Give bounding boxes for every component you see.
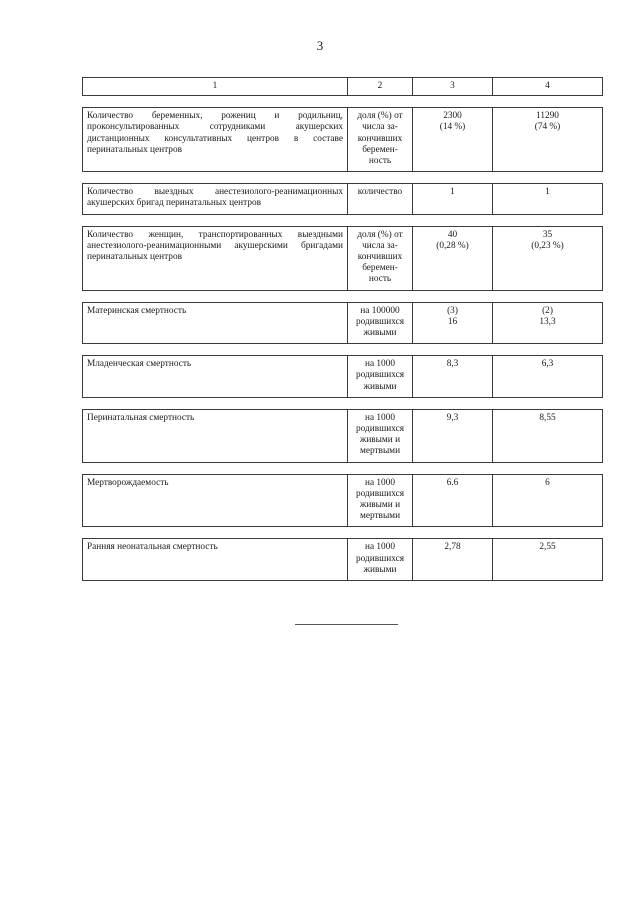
- indicator-cell: Ранняя неонатальная смертность: [83, 539, 348, 581]
- table-row: [83, 226, 603, 290]
- value-col4-cell-line: (2): [542, 305, 553, 316]
- unit-cell-line: числа за-: [362, 240, 398, 251]
- indicator-cell: Количество выездных анестезиолого-реанимационных акушерских бригад перинатальных центров: [83, 184, 348, 214]
- header-row: [83, 78, 603, 96]
- value-col3-cell-line: 1: [450, 187, 455, 198]
- row-spacer: [83, 397, 603, 409]
- value-col3-cell: [413, 356, 493, 398]
- page-number: 3: [316, 38, 324, 53]
- unit-cell-line: живыми: [363, 381, 397, 392]
- table-row: [83, 356, 603, 398]
- unit-cell: [348, 539, 413, 581]
- unit-cell-line: родившихся: [355, 316, 405, 327]
- indicator-cell: Перинатальная смертность: [83, 409, 348, 462]
- unit-cell-line: живыми и: [359, 500, 401, 511]
- header-col-1: 1: [83, 78, 348, 96]
- value-col4-cell: [493, 226, 603, 290]
- unit-cell-line: кончивших: [357, 133, 403, 144]
- value-col4-cell-line: 6,3: [541, 359, 554, 370]
- header-col-3: 3: [413, 78, 493, 96]
- spacer-cell: [413, 172, 493, 184]
- unit-cell: [348, 184, 413, 214]
- spacer-cell: [493, 397, 603, 409]
- value-col4-cell: [493, 474, 603, 527]
- spacer-cell: [413, 397, 493, 409]
- unit-cell-line: доля (%) от: [357, 229, 403, 240]
- value-col3-cell-line: 40: [447, 229, 458, 240]
- unit-cell-line: ность: [368, 274, 392, 285]
- row-spacer: [83, 462, 603, 474]
- value-col3-cell-line: 9,3: [446, 412, 459, 423]
- indicator-cell: Материнская смертность: [83, 302, 348, 344]
- unit-cell-line: доля (%) от: [357, 111, 403, 122]
- value-col4-cell-line: 6: [545, 477, 550, 488]
- value-col4-cell: [493, 184, 603, 214]
- indicators-table: [82, 77, 603, 581]
- unit-cell: [348, 108, 413, 172]
- spacer-cell: [83, 214, 348, 226]
- row-spacer: [83, 344, 603, 356]
- spacer-cell: [83, 397, 348, 409]
- unit-cell-line: мертвыми: [359, 446, 401, 457]
- spacer-cell: [413, 290, 493, 302]
- value-col4-cell: [493, 302, 603, 344]
- spacer-cell: [348, 527, 413, 539]
- indicator-cell: Мертворождаемость: [83, 474, 348, 527]
- unit-cell-line: кончивших: [357, 252, 403, 263]
- value-col3-cell-line: 2,78: [444, 542, 461, 553]
- value-col4-cell-line: 2,55: [539, 542, 556, 553]
- value-col4-cell-line: 11290: [536, 111, 559, 122]
- spacer-cell: [493, 214, 603, 226]
- unit-cell-line: мертвыми: [359, 511, 401, 522]
- spacer-cell: [348, 344, 413, 356]
- value-col4-cell: [493, 539, 603, 581]
- value-col4-cell-line: 1: [545, 187, 550, 198]
- unit-cell-line: на 1000: [364, 542, 396, 553]
- value-col4-cell-line: (0,23 %): [531, 240, 564, 251]
- spacer-cell: [413, 96, 493, 108]
- table-row: [83, 539, 603, 581]
- table-row: [83, 184, 603, 214]
- value-col3-cell: [413, 184, 493, 214]
- spacer-cell: [348, 214, 413, 226]
- table-row: [83, 108, 603, 172]
- value-col4-cell: [493, 108, 603, 172]
- value-col3-cell-line: 8,3: [446, 359, 459, 370]
- spacer-cell: [493, 527, 603, 539]
- unit-cell-line: живыми: [363, 564, 397, 575]
- value-col3-cell: [413, 226, 493, 290]
- value-col4-cell-line: 13,3: [539, 316, 556, 327]
- unit-cell-line: на 1000: [364, 477, 396, 488]
- spacer-cell: [493, 172, 603, 184]
- spacer-cell: [493, 462, 603, 474]
- unit-cell: [348, 474, 413, 527]
- value-col4-cell-line: 35: [542, 229, 553, 240]
- spacer-cell: [413, 527, 493, 539]
- unit-cell-line: количество: [357, 187, 403, 198]
- unit-cell-line: живыми и: [359, 435, 401, 446]
- table-header: [83, 78, 603, 96]
- value-col4-cell: [493, 409, 603, 462]
- header-col-4: 4: [493, 78, 603, 96]
- table-row: [83, 474, 603, 527]
- spacer-cell: [413, 214, 493, 226]
- row-spacer: [83, 527, 603, 539]
- value-col3-cell-line: (3): [447, 305, 458, 316]
- spacer-cell: [83, 172, 348, 184]
- spacer-cell: [413, 462, 493, 474]
- spacer-cell: [83, 290, 348, 302]
- spacer-cell: [493, 96, 603, 108]
- unit-cell-line: на 1000: [364, 412, 396, 423]
- spacer-cell: [348, 96, 413, 108]
- spacer-cell: [493, 344, 603, 356]
- value-col3-cell: [413, 302, 493, 344]
- spacer-cell: [83, 344, 348, 356]
- unit-cell-line: на 1000: [364, 359, 396, 370]
- unit-cell: [348, 302, 413, 344]
- spacer-cell: [83, 96, 348, 108]
- row-spacer: [83, 172, 603, 184]
- value-col3-cell-line: 16: [447, 316, 458, 327]
- row-spacer: [83, 214, 603, 226]
- unit-cell-line: родившихся: [355, 370, 405, 381]
- unit-cell-line: родившихся: [355, 424, 405, 435]
- unit-cell-line: ность: [368, 156, 392, 167]
- indicator-cell: Младенческая смертность: [83, 356, 348, 398]
- spacer-cell: [493, 290, 603, 302]
- unit-cell-line: числа за-: [362, 122, 398, 133]
- value-col3-cell-line: (0,28 %): [436, 240, 469, 251]
- unit-cell: [348, 226, 413, 290]
- table-body: [83, 96, 603, 581]
- value-col3-cell-line: 2300: [443, 111, 462, 122]
- row-spacer: [83, 290, 603, 302]
- value-col3-cell: [413, 474, 493, 527]
- value-col4-cell-line: 8,55: [539, 412, 556, 423]
- unit-cell-line: живыми: [363, 328, 397, 339]
- spacer-cell: [348, 290, 413, 302]
- spacer-cell: [413, 344, 493, 356]
- unit-cell-line: беремен-: [362, 144, 398, 155]
- table-row: [83, 409, 603, 462]
- value-col3-cell-line: (14 %): [439, 122, 466, 133]
- value-col3-cell: [413, 539, 493, 581]
- indicator-cell: Количество беременных, рожениц и родильниц, проконсультированных сотрудниками акушерских дистанционных консультативных центров в составе перинатальных центров: [83, 108, 348, 172]
- spacer-cell: [348, 397, 413, 409]
- unit-cell-line: беремен-: [362, 263, 398, 274]
- value-col3-cell: [413, 108, 493, 172]
- spacer-cell: [348, 172, 413, 184]
- unit-cell: [348, 356, 413, 398]
- value-col3-cell-line: 6.6: [446, 477, 459, 488]
- value-col3-cell: [413, 409, 493, 462]
- value-col4-cell: [493, 356, 603, 398]
- unit-cell-line: родившихся: [355, 553, 405, 564]
- spacer-cell: [83, 462, 348, 474]
- table-row: [83, 302, 603, 344]
- header-col-2: 2: [348, 78, 413, 96]
- spacer-cell: [83, 527, 348, 539]
- closing-rule: [295, 624, 398, 625]
- indicator-cell: Количество женщин, транспортированных выездными анестезиолого-реанимационными акушерскими бригадами перинатальных центров: [83, 226, 348, 290]
- unit-cell: [348, 409, 413, 462]
- spacer-cell: [348, 462, 413, 474]
- row-spacer: [83, 96, 603, 108]
- unit-cell-line: родившихся: [355, 488, 405, 499]
- value-col4-cell-line: (74 %): [534, 122, 561, 133]
- unit-cell-line: на 100000: [360, 305, 400, 316]
